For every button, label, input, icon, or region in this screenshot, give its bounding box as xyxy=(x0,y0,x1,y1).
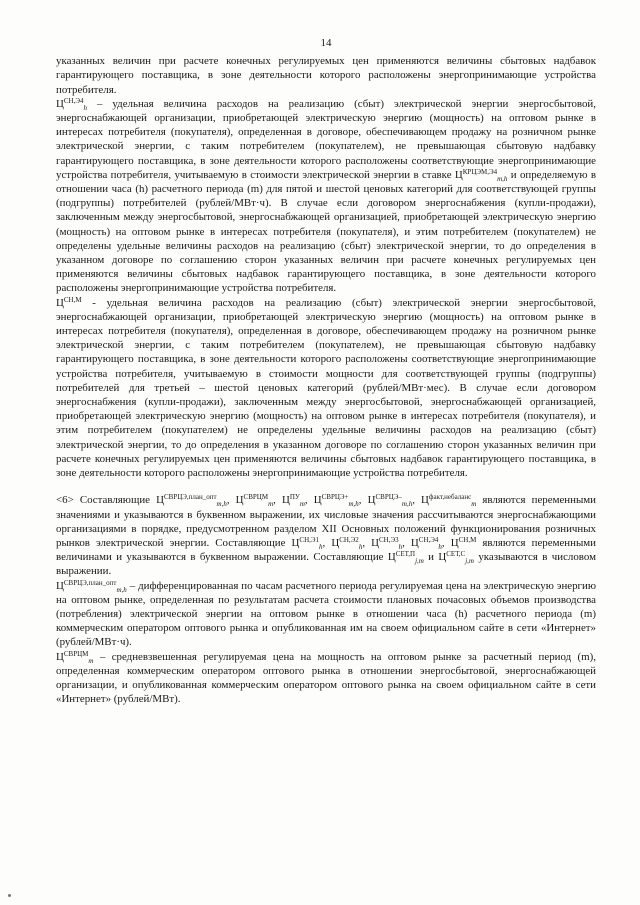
formula-superscript: СВРЦЭ,план_опт xyxy=(163,493,217,502)
formula-superscript: КРЦЭМ,Э4 xyxy=(462,167,498,176)
formula-sn-m xyxy=(56,297,82,309)
formula-subscript: m xyxy=(88,656,94,665)
formula-svrcm: $Ц^{СВРЦМ}_m$ xyxy=(235,493,274,509)
footnote-text: являются переменными величинами и указываются в буквенном выражении. Составляющие xyxy=(56,536,596,564)
footnote-text: являются переменными значениями и указываются в буквенном выражении, их числовые значения рассчитываются энергоснабжающими организациями в порядке, предусмотренном разделом XII Основных положений функционирования розничных рынков электрической энергии. Составляющие xyxy=(56,494,596,549)
formula-superscript: СН,М xyxy=(458,535,477,544)
paragraph-gap xyxy=(56,480,596,493)
formula-subscript: h xyxy=(319,542,323,551)
formula-subscript: h xyxy=(358,542,363,551)
formula-superscript: факт,небаланс xyxy=(428,493,472,502)
formula-symbol: Ц xyxy=(56,296,64,309)
formula-subscript: m xyxy=(299,500,305,509)
formula-subscript: h xyxy=(83,103,87,112)
formula-set-p: $Ц^{СЕТ,П}_{j,m}$ xyxy=(387,550,424,566)
definition-svrce-plan xyxy=(56,579,596,650)
separator: , xyxy=(441,536,451,549)
separator: , xyxy=(304,494,314,507)
formula-fakt-nebalans: $Ц^{факт,небаланс}_m$ xyxy=(421,493,477,509)
definition-text: – удельная величина расходов на реализацию (сбыт) электрической энергии энергосбытовой, энергоснабжающей организации, приобретающей электрическую энергию (мощность) на оптовом рынке в интересах потребителя (покупателя), определенная в договоре, обеспечивающем продажу на розничном рынке электрической энергии, с таким потребителем (покупателем), не превышающая сбытовую надбавку гарантирующего поставщика, в зоне деятельности которого расположены соответствующие энергопринимающие устройства потребителя, учитываемую в стоимости электрической энергии в ставке xyxy=(56,97,596,181)
formula-superscript: СН,Э4 xyxy=(418,535,439,544)
definition-text: – дифференцированная по часам расчетного периода регулируемая цена на электрическую энергию на оптовом рынке, определенная по результатам расчета стоимости плановых почасовых объемов производства (потребления) электрической энергии на оптовом рынке в отношении часа (h) расчетного периода (m) коммерческим оператором оптового рынка и опубликованная им на своем официальном сайте в сети «Интернет» (рублей/МВт·ч). xyxy=(56,579,596,649)
formula-subscript: j,m xyxy=(415,557,424,566)
page-number: 14 xyxy=(320,37,332,49)
formula-subscript: h xyxy=(438,542,442,551)
formula-superscript: СВРЦЭ– xyxy=(375,493,402,502)
formula-svrce-plan-def xyxy=(56,580,127,592)
formula-symbol: Ц xyxy=(56,650,64,663)
formula-krcem-e4 xyxy=(455,169,508,181)
definition-svrcm xyxy=(56,650,596,707)
footnote-text: указываются в числовом выражении. xyxy=(56,551,596,578)
separator: , xyxy=(362,536,372,549)
formula-sn-e4 xyxy=(56,98,87,110)
separator: , xyxy=(226,494,236,507)
definition-text: и определяемую в отношении часа (h) расчетного периода (m) для пятой и шестой ценовых категорий для соответствующей группы (подгруппы) потребителей (рублей/МВт·ч). В случае если договором энергоснабжения (купли-продажи), заключенным между энергосбытовой, энергоснабжающей организацией, приобретающей электрическую энергию (мощность) на оптовом рынке в интересах потребителя (покупателя), и этим потребителем (покупателем) не определены удельные величины расходов на реализацию (сбыт) электрической энергии, то до определения в указанном договоре по соглашению сторон указанных величин при расчете конечных регулируемых цен применяются величины сбытовых надбавок гарантирующего поставщика, в зоне деятельности которого расположены энергопринимающие устройства потребителя. xyxy=(56,168,596,295)
formula-superscript: СН,Э4 xyxy=(63,96,84,105)
formula-sn-m-ref: $Ц^{СН,М}$ xyxy=(450,535,477,549)
formula-superscript: СЕТ,С xyxy=(446,550,466,559)
formula-subscript: m,h xyxy=(497,174,508,183)
formula-svrce-plan: $Ц^{СВРЦЭ,план\_опт}_{m,h}$ xyxy=(156,493,227,509)
formula-subscript: m,h xyxy=(348,500,359,509)
formula-superscript: ПУ xyxy=(289,493,300,502)
formula-superscript: СН,Э1 xyxy=(299,535,320,544)
formula-sn-e1: $Ц^{СН,Э1}_h$ xyxy=(291,535,323,551)
formula-svrce-minus: $Ц^{СВРЦЭ-}_{m,h}$ xyxy=(367,493,413,509)
footnote-6 xyxy=(56,493,596,578)
conjunction: и xyxy=(423,551,439,564)
formula-superscript: СВРЦЭ+ xyxy=(321,493,349,502)
formula-symbol: Ц xyxy=(454,168,463,181)
formula-subscript: m xyxy=(471,500,477,509)
definition-text: – средневзвешенная регулируемая цена на мощность на оптовом рынке за расчетный период (m), определенная коммерческим оператором оптового рынка в отношении энергосбытовой, энергоснабжающей организации, и опубликованная коммерческим оператором оптового рынка на своем официальном сайте в сети «Интернет» (рублей/МВт). xyxy=(56,650,596,706)
formula-set-s: $Ц^{СЕТ,С}_{j,m}$ xyxy=(438,550,474,566)
formula-superscript: СВРЦМ xyxy=(243,493,269,502)
separator: , xyxy=(412,494,422,507)
formula-subscript: j,m xyxy=(465,557,474,566)
footnote-lead: <6> Составляющие xyxy=(56,494,157,507)
formula-subscript: m,h xyxy=(216,500,227,509)
formula-superscript: СВРЦЭ,план_опт xyxy=(63,578,117,587)
formula-subscript: m,h xyxy=(116,585,127,594)
definition-sn-e4 xyxy=(56,97,596,296)
separator: , xyxy=(273,494,282,507)
formula-superscript: СН,Э2 xyxy=(339,535,359,544)
separator: , xyxy=(322,536,332,549)
formula-superscript: СН,Э3 xyxy=(379,535,399,544)
formula-svrce-plus: $Ц^{СВРЦЭ+}_{m,h}$ xyxy=(313,493,359,509)
separator: , xyxy=(358,494,368,507)
formula-subscript: m,h xyxy=(401,500,413,509)
definition-text: - удельная величина расходов на реализацию (сбыт) электрической энергии энергосбытовой, энергоснабжающей организации, приобретающей электрическую энергию (мощность) на оптовом рынке в интересах потребителя (покупателя), определенная в договоре, обеспечивающем продажу на розничном рынке электрической энергии, с таким потребителем (покупателем), не превышающая сбытовую надбавку гарантирующего поставщика, в зоне деятельности которого расположены соответствующие энергопринимающие устройства потребителя, учитываемую в стоимости мощности для соответствующей группы (подгруппы) потребителей для третьей – шестой ценовых категорий (рублей/МВт·мес). В случае если договором энергоснабжения (купли-продажи), заключенным между энергосбытовой, энергоснабжающей организацией, приобретающей электрическую энергию (мощность) на оптовом рынке в интересах потребителя (покупателя), и этим потребителем (покупателем) не определены удельные величины расходов на реализацию (сбыт) электрической энергии, то до определения в указанном договоре по соглашению сторон указанных величин при расчете конечных регулируемых цен применяются величины сбытовых надбавок гарантирующего поставщика, в зоне деятельности которого расположены энергопринимающие устройства потребителя. xyxy=(56,296,596,480)
formula-pu: $Ц^{ПУ}_m$ xyxy=(281,493,305,509)
formula-sn-e3: $Ц^{СН,Э3}_h$ xyxy=(371,535,403,551)
formula-superscript: СН,М xyxy=(63,295,82,304)
formula-symbol: Ц xyxy=(56,579,64,592)
scan-speck xyxy=(8,894,11,897)
formula-sn-e2: $Ц^{СН,Э2}_h$ xyxy=(331,535,363,551)
intro-paragraph-tail: указанных величин при расчете конечных регулируемых цен применяются величины сбытовых надбавок гарантирующего поставщика, в зоне деятельности которого расположены энергопринимающие устройства потребителя. xyxy=(56,55,596,96)
formula-symbol: Ц xyxy=(56,97,64,110)
definition-sn-m xyxy=(56,296,596,481)
separator: , xyxy=(402,536,411,549)
formula-svrcm-def xyxy=(56,651,93,663)
formula-superscript: СЕТ,П xyxy=(395,550,416,559)
formula-subscript: m xyxy=(268,500,274,509)
formula-sn-e4-ref: $Ц^{СН,Э4}_h$ xyxy=(410,535,442,551)
formula-superscript: СВРЦМ xyxy=(63,649,89,658)
formula-subscript: h xyxy=(398,542,403,551)
